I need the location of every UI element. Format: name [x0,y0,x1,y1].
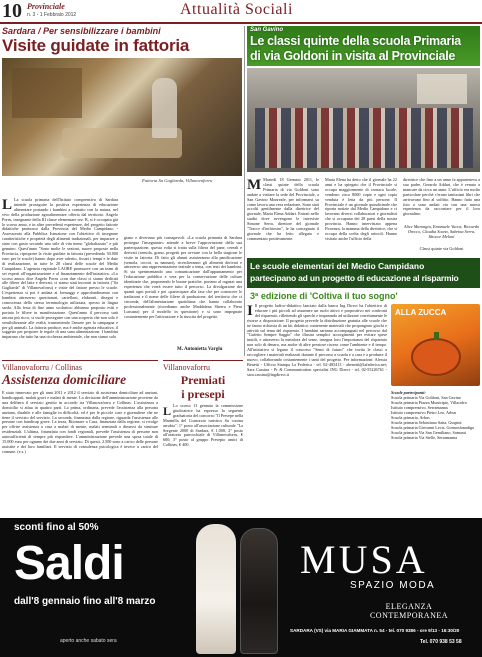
poster-text: ALLA ZUCCA [395,308,447,317]
article-risparmio [247,258,480,516]
drop-cap: I [247,304,253,319]
article-body: Martedì 18 Gennaio 2011, le classi quinte della scuola Primaria di via Goldoni sono andate a visitare la sede del Provinciale, a San Gavino Monreale, per informarsi su come lavora una vera redazione. Sono stati accolti gentilmente dalla direttrice del giornale, Maria Elena Addari. Entrati nello studio dove avvengono le interviste Simone Serra, direttore del giornale "Tracce d'inchiostro", le ha consegnato il giornale che ha letto allegato e commentato positivamente. [247,178,319,241]
article-body: Il progetto ludico-didattico lanciato dalla banca Ing Direct ha l'obiettivo di educare i più piccoli ad assumere un ruolo attivo e propositivo nei confronti del risparmio, riflettendo gli sprechi e imparando ad utilizzare correttamente le risorse a disposizione. Il progetto prevede la distribuzione gratuita alle scuole che ne fanno richiesta di un kit didattico contenente materiali che propongono giochi e attività sul tema del risparmio. I bambini saranno accompagnati nel percorso dal "Gufetto Sempre Saggio" che illustra semplici accorgimenti per evitare spese inutili, e attraverso la metafora del seme, insegna loro l'importanza del risparmio non solo di denaro, ma anche di altre preziose risorse come l'ambiente e il tempo. All'iniziativa si legano il concorso "Semi di futuro" che invita le classi a raccogliere i materiali realizzati durante il percorso a scuola e a casa e a produrre il nuovo, collaborando costantemente i tanti del progetto. Per informazioni: Alessia Benetti - Ufficio Stampa La Federica - tel. 02-485413 - abenetti@lafederica.net; Sara Cassina - Pr & Communication specialist ING Direct - tel. 02-55226761 - sara.cassina@ingdirect.it [247,304,387,377]
advertisement [0,518,482,657]
drop-cap: M [247,178,262,193]
person-shape [152,78,177,138]
ad-headline: Saldi [14,537,124,590]
farm-photo [2,58,242,176]
class-label: Classi quinte via Goldoni [419,246,464,251]
school-item: Scuola primaria Via San Gemiliano, Samassi [391,430,467,435]
column-divider [244,26,245,356]
article-column-2: Maria Elena ha detto che il giornale ha 22 anni e ha spiegato che il Provinciale si occupa maggiormente di cronaca locale, vendono circa 8000 copie e ogni copia venduta è letta da più persone. Il Provinciale è un giornale quindicinale che riporta notizie dal Medio Campidano e ci lavorano diversi collaboratori e giornalisti che si occupano dei 28 paesi della nostra provincia. Hanno intervistato appena Fiorenza, la mamma della direttrice, che si occupa della scelta degli articoli. Hanno visitato anche l'ufficio della [325,178,397,241]
school-item: Scuola primaria Via Stelle, Serramanna [391,435,458,440]
article-kicker: Villanovaforru / Collinas [2,363,82,372]
shelf-shape [12,68,82,118]
article-assistenza [2,360,158,510]
article-presepi [163,360,243,510]
ad-brand: MUSA [300,537,428,582]
paper-name: Provinciale [27,2,65,11]
article-title-line2: di via Goldoni in visita al Provinciale [250,49,456,63]
issue-line: n. 3 - 1 Febbraio 2012 [27,12,77,18]
article-column-1 [2,198,118,358]
photo-caption: Fattoria Sa Gagliarda, Villanovaforru [142,178,213,183]
article-body-text: Lo scorso 13 gennaio la commissione giudicatrice ha espresso la seguente graduatoria del concorso "Il Presepe nella Marmilla del Consorzio turistico Su corona arrubia": 1° posto all'associazione culturale "La Sorgente 2000 di Sardara, € 1.000; 2° posto all'oratorio parrocchiale di Villanovaforru, € 600; 3° posto al gruppo Presepio amici di Collinas, € 400. [163,404,243,448]
ad-banner-text: sconti fino al 50% [14,522,99,533]
top-rule [163,360,243,361]
ad-dates: dall'8 gennaio fino all'8 marzo [14,596,156,607]
page-header [0,0,482,24]
article-kicker: San Gavino [250,27,284,33]
page-number: 10 [2,0,22,22]
article-title: Visite guidate in fattoria [2,36,190,55]
article-column-3: direttrice che fino a un anno fa apparteneva a suo padre, Gerardo Addari, che è venuto a mancare da circa un anno. L'ufficio era molto particolare perché c'erano tantissimi libri che arrivavano fino al soffitto. Hanno fatto una foto a sono andati via con una nuova esperienza da raccontare per il loro giornalino. [403,178,480,217]
pumpkin-shape [411,338,461,376]
article-body: È stato rinnovato per gli anni 2011 e 2012 il servizio di assistenza domiciliare ad anziani, handicappati, malati gravi e malati di mente. La decisione dell'amministrazione proviene da una delibera il servizio gestito in accordo tra Villanovaforru e Collinas. L'assistenza a domicilio si attua in quattro parti. La prima, ordinaria, prevede l'assistenza alla persona anziana, disabile e alle famiglie in difficoltà, ed è per le piccole cose e giornaliere che ne tiene il servizio del servizio. La seconda, finanziata dalla regione, riguarda l'assistenza alle persone con handicap grave. La terza, Ritornare a Casa, finanziata dalla regione, si rivolge per offrire assistenza a casa a malati di mente, malati terminali o dimessi da strutture residenziali. L'ultima, finanziata con fondi regionali, prevede l'assistenza di persone non autosufficienti di sempre più rispondere. L'amministrazione prevede una spesa totale di 15.000 euro per ognuno dei due anni di servizio. Di questi, 2.500 sono a carico delle persone assistite e dei loro familiari. Il servizio di consulenza psicologica è invece a carico del comune. (e.s.) [2,391,158,454]
school-item: Istituto comprensivo, Serramanna [391,405,448,410]
section-title: Attualità Sociali [180,1,293,18]
schools-heading: Scuole partecipanti: [391,390,426,395]
article-title-line2: partecipano ad un progetto di educazione al risparmio [250,273,459,283]
author-signature: M. Antonietta Varglu [177,347,223,352]
article-title-line1: Le classi quinte della scuola Primaria [250,34,461,48]
students-row [255,108,473,168]
ad-phone: Tel. 070 938 53 58 [420,639,462,645]
ad-address: SARDARA (VS) via MARIA GIAMMATA n. 54 - tel. 070 9386 - ore 9/13 - 16:30/20 [290,628,460,633]
article-column-1 [247,178,319,258]
article-body [163,404,243,508]
model-silhouette-2 [240,528,278,654]
student-authors: Alice Marongiu, Emanuele Vacca, Riccardo Orecco, Claudia Scano, Sabrina Serra, Ithocor Meloni [403,224,480,239]
zucca-poster [391,304,480,386]
school-item: Istituto comprensivo Pietro Leo, Arbus [391,410,457,415]
drop-cap: L [163,404,172,418]
school-item: Scuola primaria, Arbus [391,415,430,420]
top-rule [2,360,158,361]
ad-note: aperto anche sabato sera [60,638,117,644]
article-body: La scuola primaria dell'Istituto comprensivo di Sardara intende proseguire la positiva esperienza di educazione alimentare portando i bambini a contatto con la natura, nel vivo della produzione agroalimentare offerta dal territorio. Angelo Porru, insegnante della III classe elementare sez. B, si è occupato già lo scorso anno, e in altre precedenti esperienze, del progetto fattorie didattiche promosso dalla Provincia del Medio Campidano - Assessorato alla Pubblica Istruzione con l'obiettivo di insegnare caratteristiche e proprietà degli alimenti tradizionali, per imparare a stare con gusto secondo uno stile di vita meno "globalizzato" e più genuino. Quest'anno "Sono molte le sezioni, nuove proposte nella Provincia, riproporre la visite guidate in fattoria (prevedendo 30.000 euro per le scuole) hanno dopo aver aderito, fissati i tempi e le date di realizzazione, in tutte le 28 classi delle scuole del Medio Campidano. L'agenzia regionale LAORE promuove con un team di sei esperti all'organizzazione e al finanziamento dell'iniziativa. «Lo scorso anno» dice Angelo Porru «con due classi ci siamo dedicati alle filiere del latte e derivati, ci siamo stati incontri in fattoria ("Sa Gagliarda" di Villanovaforru) e visite del fattore presso le scuole. L'esperienza si poi è andata ai formaggi e approfondimento con bambini attraverso questionari, cartelloni, elaborati, disegni e conoscenza della stessa terminologia utilizzata, spesso in lingua sarda. Alla festa di fine anno scolastico abbiamo proposto esiti e portato le filiere in manifestazione. Quest'anno il percorso sarà ancora più ricco, si vuole proseguire con una scoperta che non solo è sensibilizzante alle realtà, trasmettendo l'amore per la campagna e per gli animali. La fattoria produce, ma è anche agenzia educativa, il soggetto per proporre le regole di una sana alimentazione. I bambini imparano che tutto ha una ricchezza ambientale, che non siamo solo [2,198,118,340]
ad-tagline: ELEGANZA CONTEMPORANEA [369,602,449,620]
article-title-line2: i presepi [181,387,225,401]
article-kicker: Villanovaforru [163,363,211,372]
wall-poster [417,74,467,104]
school-item: Scuola primaria Giovanni Lecis, Gonnosfanadiga [391,425,474,430]
schools-list [391,390,480,440]
article-sardara [2,26,242,356]
article-body-top [247,304,387,502]
article-column-2: giano e divertano più consapevoli. «La scuola primaria di Sardara prosegue l'insegnante» attende a breve l'approvazione della sua partecipazione, questa volta si tratta sulla filiera del pane, cereali e derivati (semola, grano, progetti per avviare con la bella stagione le visite in fattoria. Di fatto gli alunni assisteranno alla panificazione (semola, coccoi, su nannari), ricercheranno gli alimenti derivati e attraverso una rappresentazione teatrale a tema, con testi dei bambini. Si sta sperimentando una comunicazione dall'appuntamento per l'educazione pubblica e vera per la conservazione delle culture identitarie che, proponendo le buone pratiche, portano al ragazzi una esperienza che vorrà essere tutto il percorso. La divulgazione dei quanti ogni portali e poi «partecipare alla fase che per conoscere le tradizioni e il nome delle filiere di produzione, del territorio che ci circonda, dell'alimentazione quotidiana che hanno collaborato professionalmente (ricordiamo anche Maddalena Sherru e Piera Lussuna) per il modello in questione) e si sono impegnate costantemente per l'attivazione e la riuscita del progetto. [124,236,242,319]
pumpkin-stem [434,332,439,340]
article-title-line1: Le scuole elementari del Medio Campidano [250,261,425,271]
model-silhouette-1 [196,524,236,654]
article-kicker: Sardara / Per sensibilizzare i bambini [2,26,161,36]
school-item: Scuola primaria Via Goldoni, San Gavino [391,395,461,400]
school-item: Scuola primaria Piazza Municipio, Villacidro [391,400,467,405]
ad-brand-sub: SPAZIO MODA [350,580,436,591]
school-item: Scuola primaria Sebastiano Satta, Guspini [391,420,462,425]
header-rule [0,22,482,24]
article-title-line1: Premiati [180,373,226,387]
class-photo [247,68,480,172]
drop-cap: L [2,198,13,213]
article-san-gavino [247,26,480,256]
article-title: Assistenza domiciliare [2,372,127,387]
article-subtitle: 3ª edizione di 'Coltiva il tuo sogno' [250,291,398,301]
